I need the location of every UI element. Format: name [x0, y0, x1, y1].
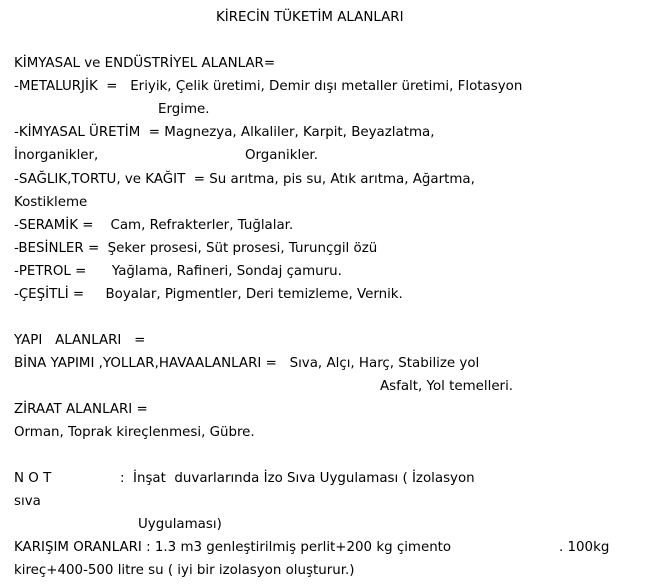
mix-ratio-line-cont: kireç+400-500 litre su ( iyi bir izolasyon oluşturur.) [14, 563, 355, 578]
health-line-cont: Kostikleme [14, 195, 88, 210]
chemical-heading: KİMYASAL ve ENDÜSTRİYEL ALANLAR= [14, 56, 276, 71]
chemical-production-line: -KİMYASAL ÜRETİM = Magnezya, Alkaliler, Karpit, Beyazlatma, [14, 125, 435, 140]
construction-line-cont: Asfalt, Yol temelleri. [380, 379, 514, 394]
agriculture-line: Orman, Toprak kireçlenmesi, Gübre. [14, 425, 255, 440]
agriculture-heading: ZİRAAT ALANLARI = [14, 402, 148, 417]
construction-heading: YAPI ALANLARI = [14, 333, 146, 348]
note-text-end: Uygulaması) [138, 517, 222, 532]
construction-line: BİNA YAPIMI ,YOLLAR,HAVAALANLARI = Sıva, Alçı, Harç, Stabilize yol [14, 356, 480, 371]
metallurgy-line: -METALURJİK = Eriyik, Çelik üretimi, Demir dışı metaller üretimi, Flotasyon [14, 79, 523, 94]
mix-ratio-amount: . 100kg [559, 540, 610, 555]
metallurgy-line-cont: Ergime. [158, 102, 210, 117]
misc-line: -ÇEŞİTLİ = Boyalar, Pigmentler, Deri temizleme, Vernik. [14, 287, 403, 302]
mix-ratio-line: KARIŞIM ORANLARI : 1.3 m3 genleştirilmiş perlit+200 kg çimento [14, 540, 452, 555]
note-text: : İnşat duvarlarında İzo Sıva Uygulaması ( İzolasyon [120, 471, 475, 486]
food-line: -BESİNLER = Şeker prosesi, Süt prosesi, Turunçgil özü [14, 241, 378, 256]
chemical-production-organic: Organikler. [245, 148, 318, 163]
ceramic-line: -SERAMİK = Cam, Refrakterler, Tuğlalar. [14, 218, 294, 233]
document-title: KİRECİN TÜKETİM ALANLARI [216, 10, 404, 25]
chemical-production-inorganic: İnorganikler, [14, 148, 99, 163]
note-text-cont: sıva [14, 494, 41, 509]
health-line: -SAĞLIK,TORTU, ve KAĞIT = Su arıtma, pis su, Atık arıtma, Ağartma, [14, 172, 475, 187]
petrol-line: -PETROL = Yağlama, Rafineri, Sondaj çamuru. [14, 264, 342, 279]
note-label: N O T [14, 471, 52, 486]
